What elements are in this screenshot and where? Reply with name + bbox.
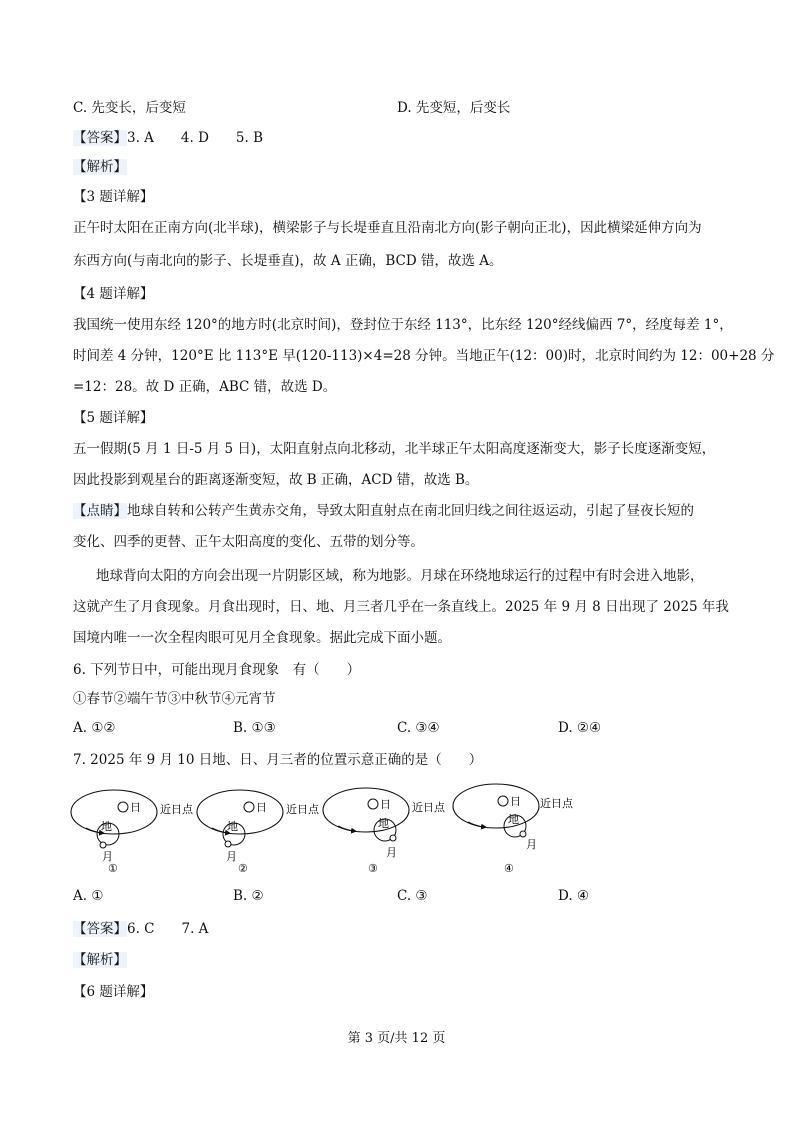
q3-heading: 【3 题详解】	[73, 189, 154, 205]
q6-stem: 6. 下列节日中，可能出现月食现象 有（ ）	[73, 662, 361, 678]
q4-line-3: =12：28。故 D 正确，ABC 错，故选 D。	[73, 379, 337, 395]
moon-circle	[100, 842, 106, 848]
q4-heading: 【4 题详解】	[73, 286, 154, 302]
orbit-direction-arrow	[468, 822, 484, 827]
q7-option-b: B. ②	[233, 888, 264, 904]
analysis-heading-2	[73, 950, 127, 970]
sun-label: 日	[130, 801, 141, 814]
q5-line-1: 五一假期(5 月 1 日-5 月 5 日)，太阳直射点向北移动，北半球正午太阳高度逐渐变大，影子长度逐渐变短，	[73, 441, 716, 457]
q7-option-a: A. ①	[73, 888, 104, 904]
q6-option-d: D. ②④	[558, 720, 602, 736]
sun-circle	[244, 802, 254, 812]
moon-label: 月	[226, 850, 237, 863]
orbit-diagrams	[66, 780, 606, 880]
earth-label: 地	[101, 820, 112, 833]
moon-circle	[225, 841, 231, 847]
answer-tag: 【答案】	[73, 130, 127, 146]
orbit-direction-arrow	[338, 826, 354, 831]
analysis-heading-1	[73, 157, 127, 177]
sun-circle	[118, 802, 128, 812]
q6-option-b: B. ①③	[233, 720, 276, 736]
q7-stem: 7. 2025 年 9 月 10 日地、日、月三者的位置示意正确的是（ ）	[73, 752, 483, 768]
passage-line-2: 这就产生了月食现象。月食出现时，日、地、月三者几乎在一条直线上。2025 年 9 月 8 日出现了 2025 年我	[73, 599, 729, 615]
q6-option-a: A. ①②	[73, 720, 116, 736]
diagram-1	[71, 790, 194, 875]
moon-circle	[520, 831, 526, 837]
analysis-tag: 【解析】	[73, 159, 127, 175]
passage-line-1: 地球背向太阳的方向会出现一片阴影区域，称为地影。月球在环绕地球运行的过程中有时会进入地影，	[96, 568, 704, 584]
moon-label: 月	[102, 850, 113, 863]
analysis-tag-2: 【解析】	[73, 952, 127, 968]
perihelion-label: 近日点	[540, 797, 573, 810]
earth-label: 地	[227, 820, 238, 833]
sun-label: 日	[510, 795, 521, 808]
q6-option-c: C. ③④	[397, 720, 440, 736]
diagram-number: ①	[108, 862, 118, 875]
q3-line-1: 正午时太阳在正南方向(北半球)，横梁影子与长堤垂直且沿南北方向(影子朝向正北)，因此横梁延伸方向为	[73, 220, 702, 236]
q5-heading: 【5 题详解】	[73, 410, 154, 426]
moon-circle	[390, 835, 396, 841]
q6-items: ①春节②端午节③中秋节④元宵节	[73, 691, 276, 707]
diagram-number: ③	[368, 862, 378, 875]
q6-detail-heading: 【6 题详解】	[73, 984, 154, 1000]
perihelion-label: 近日点	[160, 803, 193, 816]
q7-option-d: D. ④	[558, 888, 590, 904]
q4-line-2: 时间差 4 分钟，120°E 比 113°E 早(120-113)×4=28 分钟。当地正午(12：00)时，北京时间约为 12：00+28 分	[73, 348, 775, 364]
sun-circle	[498, 796, 508, 806]
answer-text: 3. A 4. D 5. B	[127, 130, 264, 146]
tip-line-1	[73, 501, 694, 521]
orbit-ellipse	[453, 784, 539, 828]
orbit-ellipse	[197, 790, 283, 834]
q3-line-2: 东西方向(与南北向的影子、长堤垂直)，故 A 正确，BCD 错，故选 A。	[73, 253, 503, 269]
tip-text-1: 地球自转和公转产生黄赤交角，导致太阳直射点在南北回归线之间往返运动，引起了昼夜长短的	[127, 503, 694, 519]
sun-label: 日	[380, 798, 391, 811]
diagram-4	[453, 784, 574, 875]
q7-option-c: C. ③	[397, 888, 428, 904]
moon-label: 月	[386, 846, 397, 859]
perihelion-label: 近日点	[412, 801, 445, 814]
earth-label: 地	[378, 817, 389, 830]
option-c: C. 先变长，后变短	[73, 100, 186, 116]
orbit-direction-arrow	[212, 828, 228, 833]
q4-line-1: 我国统一使用东经 120°的地方时(北京时间)，登封位于东经 113°，比东经 120°经线偏西 7°，经度每差 1°，	[73, 317, 733, 333]
diagram-number: ②	[238, 862, 248, 875]
orbit-ellipse	[71, 790, 157, 834]
q5-line-2: 因此投影到观星台的距离逐渐变短，故 B 正确，ACD 错，故选 B。	[73, 472, 479, 488]
earth-label: 地	[508, 813, 519, 826]
orbit-direction-arrow	[86, 828, 102, 833]
diagram-2	[197, 790, 320, 875]
option-d: D. 先变短，后变长	[397, 100, 511, 116]
orbit-ellipse	[323, 788, 409, 832]
tip-line-2: 变化、四季的更替、正午太阳高度的变化、五带的划分等。	[73, 534, 424, 550]
moon-label: 月	[526, 838, 537, 851]
page-footer: 第 3 页/共 12 页	[347, 1031, 446, 1046]
perihelion-label: 近日点	[286, 803, 319, 816]
passage-line-3: 国境内唯一一次全程肉眼可见月全食现象。据此完成下面小题。	[73, 630, 451, 646]
diagram-number: ④	[504, 862, 514, 875]
answer-tag-2: 【答案】	[73, 921, 127, 937]
sun-label: 日	[256, 801, 267, 814]
answer-line-2	[73, 919, 208, 939]
tip-tag: 【点睛】	[73, 503, 127, 519]
answer-line-1	[73, 128, 263, 148]
diagram-3	[323, 788, 446, 875]
sun-circle	[368, 799, 378, 809]
answer-text-2: 6. C 7. A	[127, 921, 209, 937]
